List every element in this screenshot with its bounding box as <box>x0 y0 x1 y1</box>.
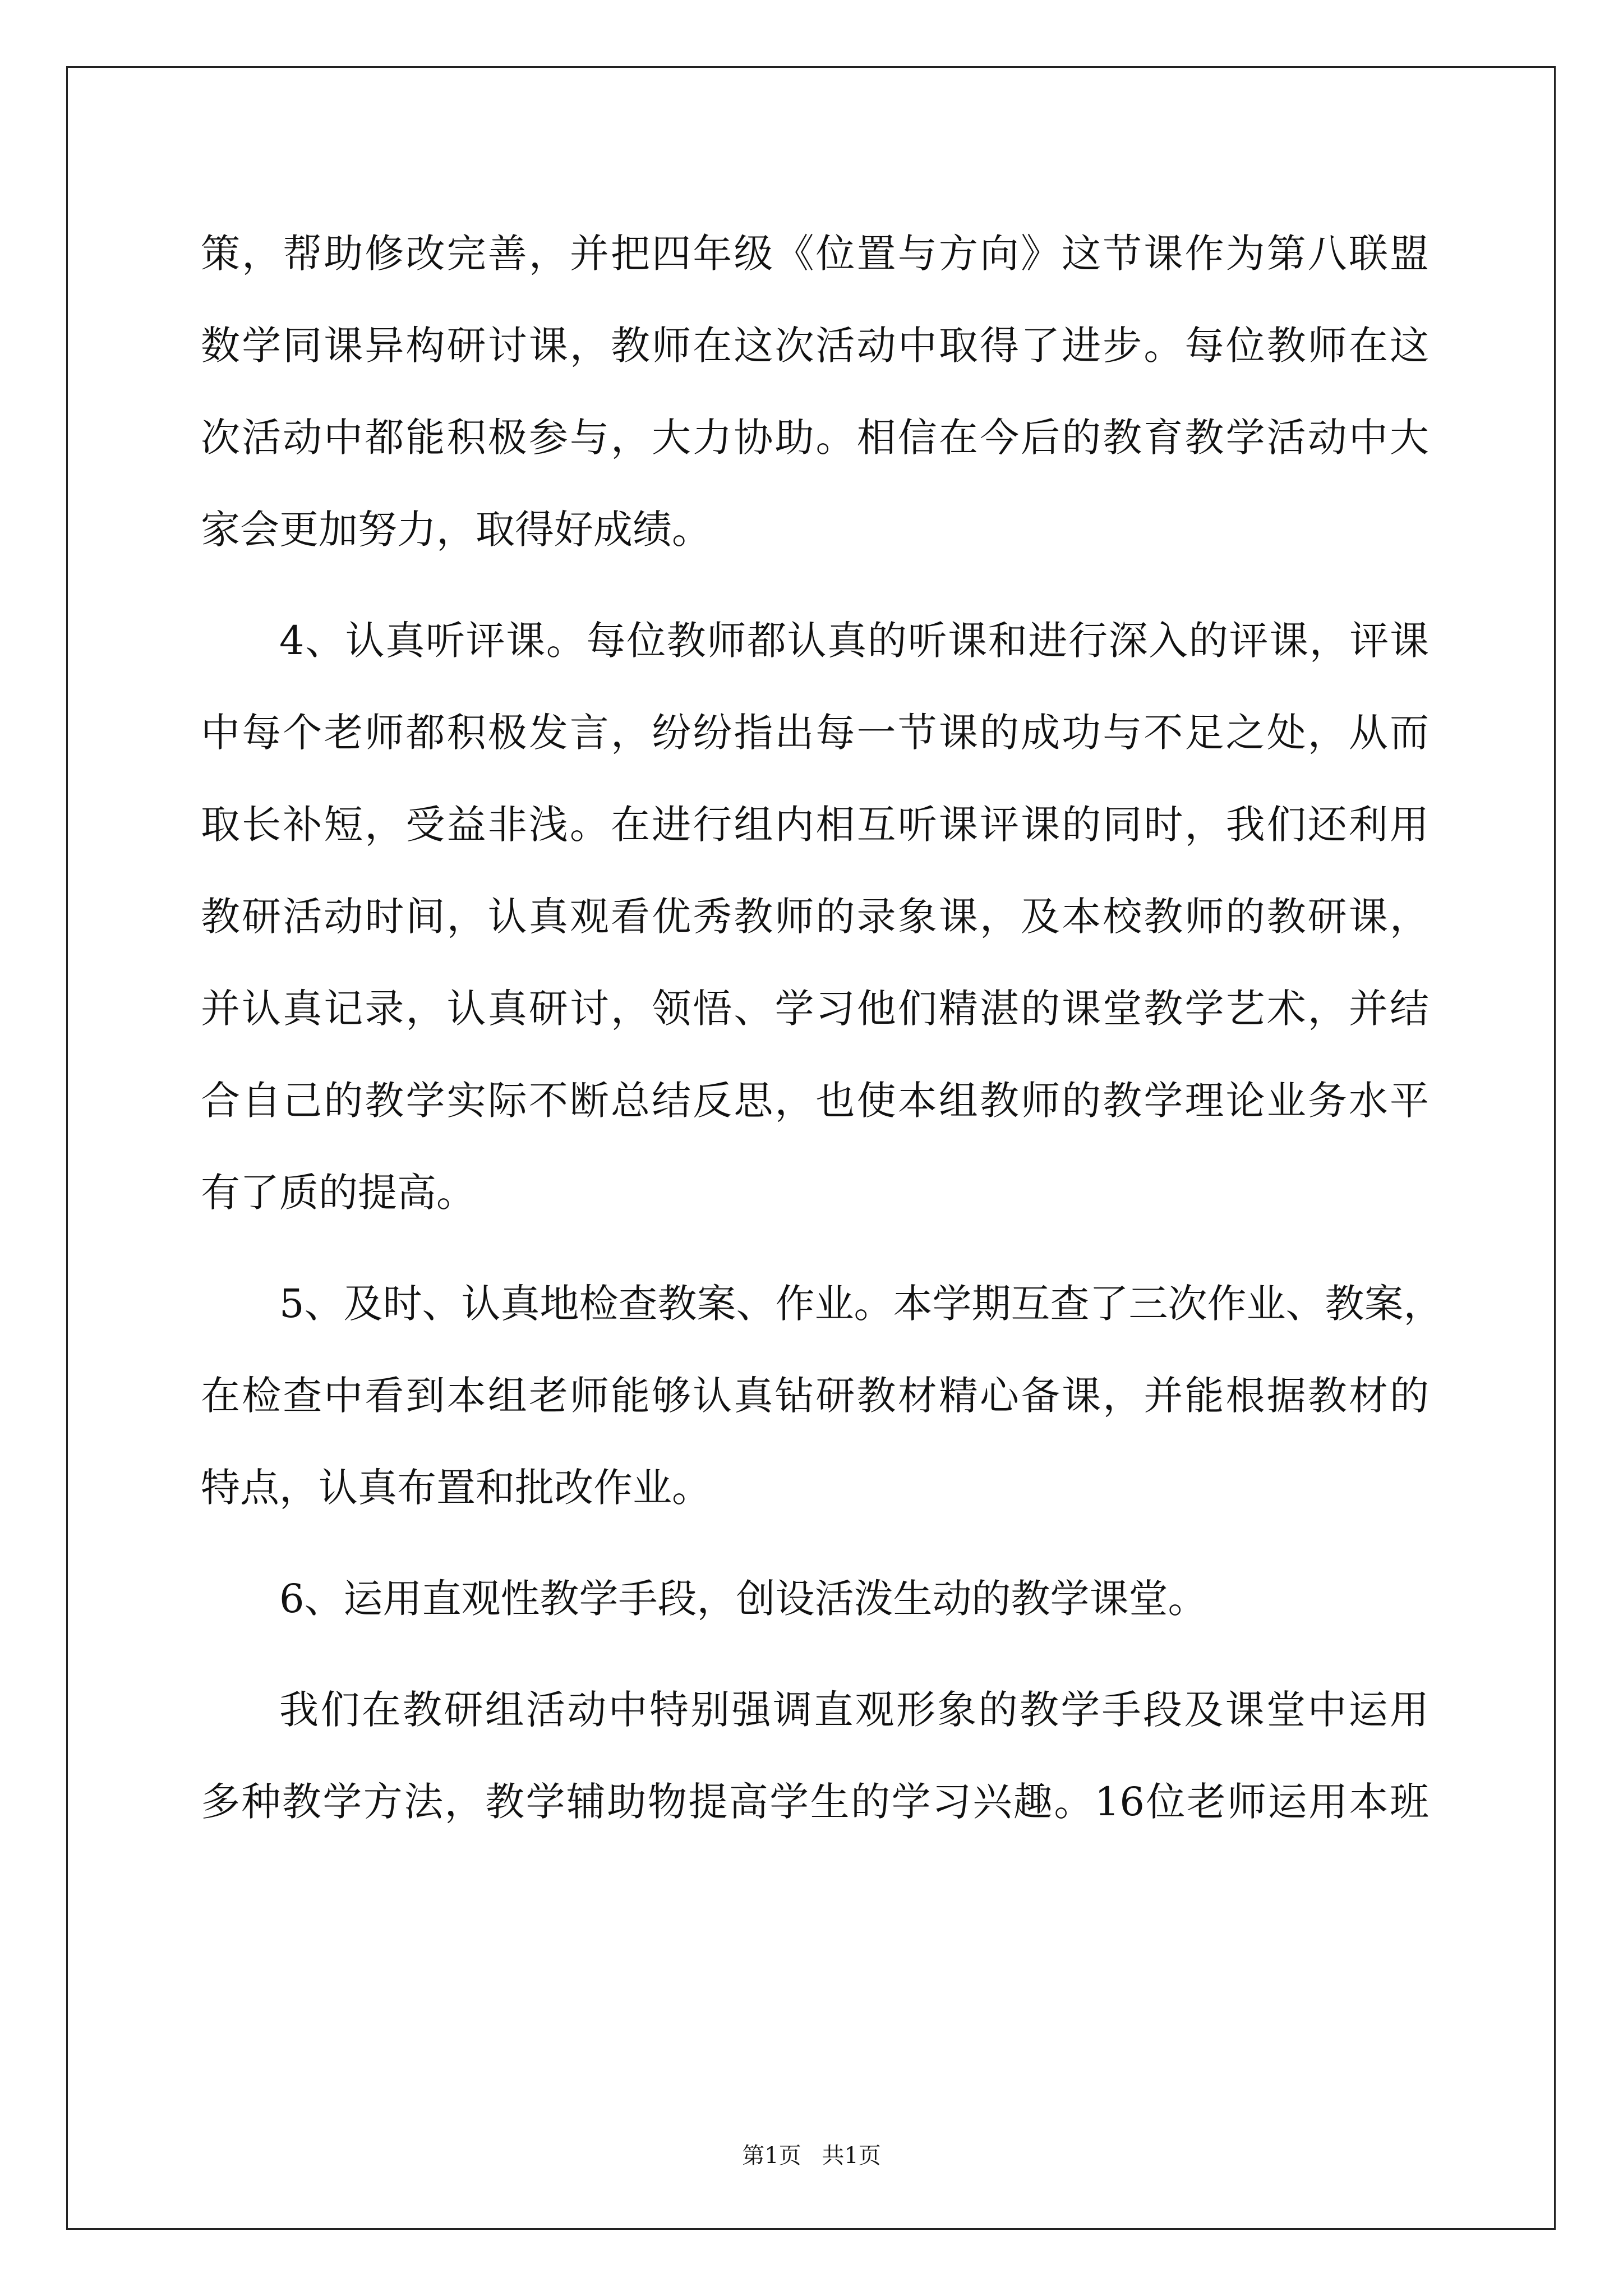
paragraph <box>201 1664 1429 1848</box>
text-line: 次活动中都能积极参与，大力协助。相信在今后的教育教学活动中大 <box>201 415 1429 461</box>
text-line: 数学同课异构研讨课，教师在这次活动中取得了进步。每位教师在这 <box>201 323 1429 369</box>
page-number: 第1页 <box>742 2143 801 2169</box>
page-footer <box>0 2142 1623 2170</box>
paragraph <box>201 208 1429 576</box>
paragraph <box>201 1258 1443 1534</box>
text-line: 在检查中看到本组老师能够认真钻研教材精心备课，并能根据教材的 <box>201 1373 1429 1419</box>
text-line: 并认真记录，认真研讨，领悟、学习他们精湛的课堂教学艺术，并结 <box>201 986 1429 1032</box>
document-body <box>201 208 1443 1848</box>
text-line: 6、运用直观性教学手段，创设活泼生动的教学课堂。 <box>279 1576 1207 1622</box>
text-line: 合自己的教学实际不断总结反思，也使本组教师的教学理论业务水平 <box>201 1078 1429 1124</box>
paragraph <box>201 1553 1429 1645</box>
text-line: 中每个老师都积极发言，纷纷指出每一节课的成功与不足之处，从而 <box>201 710 1429 756</box>
text-line: 家会更加努力，取得好成绩。 <box>201 507 711 553</box>
paragraph <box>201 595 1429 1239</box>
text-line: 教研活动时间，认真观看优秀教师的录象课，及本校教师的教研课， <box>201 894 1429 940</box>
text-line: 4、认真听评课。每位教师都认真的听课和进行深入的评课，评课 <box>279 618 1429 664</box>
text-line: 我们在教研组活动中特别强调直观形象的教学手段及课堂中运用 <box>279 1687 1429 1733</box>
text-line: 有了质的提高。 <box>201 1170 476 1216</box>
text-line: 取长补短，受益非浅。在进行组内相互听课评课的同时，我们还利用 <box>201 802 1429 848</box>
text-line: 5、及时、认真地检查教案、作业。本学期互查了三次作业、教案， <box>279 1281 1443 1327</box>
page-total: 共1页 <box>822 2143 881 2169</box>
text-line: 策，帮助修改完善，并把四年级《位置与方向》这节课作为第八联盟 <box>201 231 1429 277</box>
text-line: 特点，认真布置和批改作业。 <box>201 1465 711 1511</box>
text-line: 多种教学方法，教学辅助物提高学生的学习兴趣。16位老师运用本班 <box>201 1779 1429 1825</box>
